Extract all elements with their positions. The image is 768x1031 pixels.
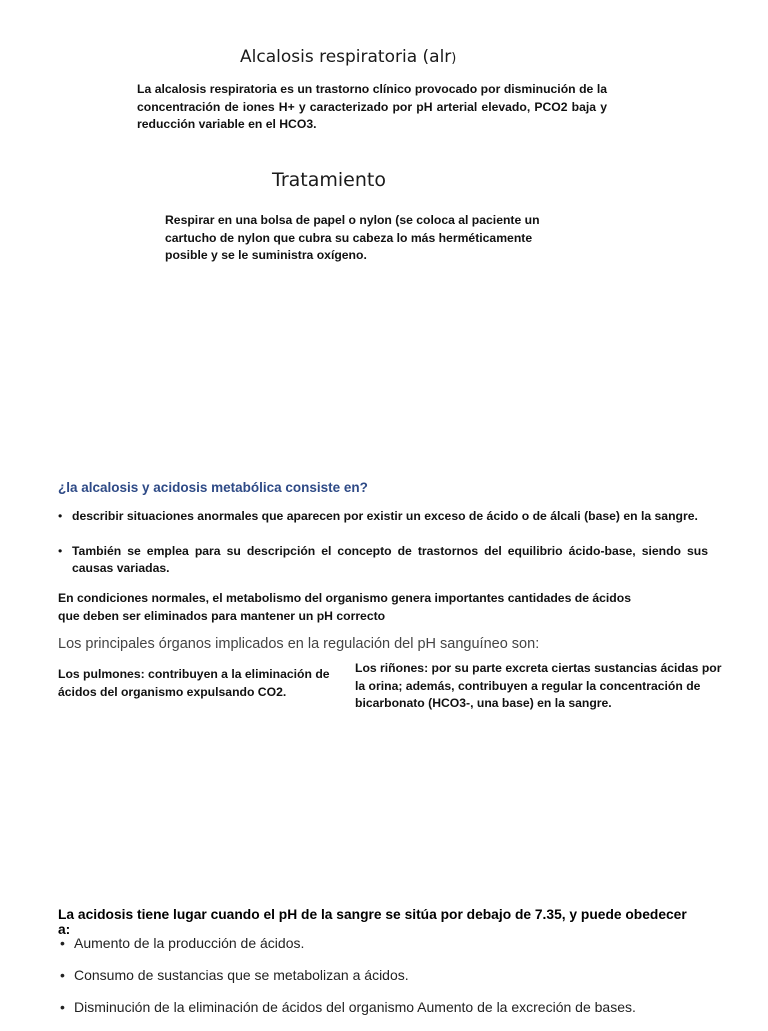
metabolic-question-heading: ¿la alcalosis y acidosis metabólica consiste en? (58, 480, 368, 495)
list-item (60, 999, 740, 1016)
tratamiento-paragraph: Respirar en una bolsa de papel o nylon (se coloca al paciente un cartucho de nylon que cubra su cabeza lo más herméticamente posible y se le suministra oxígeno. (165, 213, 540, 262)
cause-text: Consumo de sustancias que se metabolizan a ácidos. (74, 967, 409, 983)
list-item (58, 543, 708, 578)
title-main-text: Alcalosis respiratoria (alr (240, 47, 452, 67)
cause-text: Aumento de la producción de ácidos. (74, 935, 305, 951)
kidneys-paragraph: Los riñones: por su parte excreta ciertas sustancias ácidas por la orina; además, contribuyen a regular la concentración de bicarbonato (HCO3-, una base) en la sangre. (355, 661, 722, 710)
bullet-icon: • (58, 509, 63, 523)
list-item (58, 508, 708, 526)
acidosis-heading: La acidosis tiene lugar cuando el pH de la sangre se sitúa por debajo de 7.35, y puede obedecer a: (58, 907, 687, 937)
tratamiento-title: Tratamiento (272, 169, 386, 191)
bullet-text: También se emplea para su descripción el concepto de trastornos del equilibrio ácido-base, siendo sus causas variadas. (72, 543, 708, 575)
list-item (60, 935, 740, 952)
acidosis-causes-list (60, 935, 740, 1031)
list-item (60, 967, 740, 984)
bullet-icon: • (60, 967, 65, 983)
bullet-text: describir situaciones anormales que aparecen por existir un exceso de ácido o de álcali (base) en la sangre. (72, 509, 698, 523)
cause-text: Disminución de la eliminación de ácidos del organismo Aumento de la excreción de bases. (74, 999, 636, 1015)
normal-conditions-paragraph: En condiciones normales, el metabolismo del organismo genera importantes cantidades de ácidos que deben ser eliminados para mantener un pH correcto (58, 591, 631, 623)
title-paren-text: ) (451, 51, 457, 66)
alcalosis-respiratoria-title (240, 47, 456, 67)
bullet-icon: • (58, 543, 63, 558)
metabolic-bullet-list (58, 508, 708, 578)
bullet-icon: • (60, 935, 65, 951)
bullet-icon: • (60, 999, 65, 1015)
lungs-paragraph: Los pulmones: contribuyen a la eliminación de ácidos del organismo expulsando CO2. (58, 667, 330, 699)
alcalosis-definition-paragraph: La alcalosis respiratoria es un trastorno clínico provocado por disminución de la concentración de iones H+ y caracterizado por pH arterial elevado, PCO2 baja y reducción variable en el HCO3. (137, 82, 607, 131)
organs-intro-text: Los principales órganos implicados en la regulación del pH sanguíneo son: (58, 636, 540, 652)
